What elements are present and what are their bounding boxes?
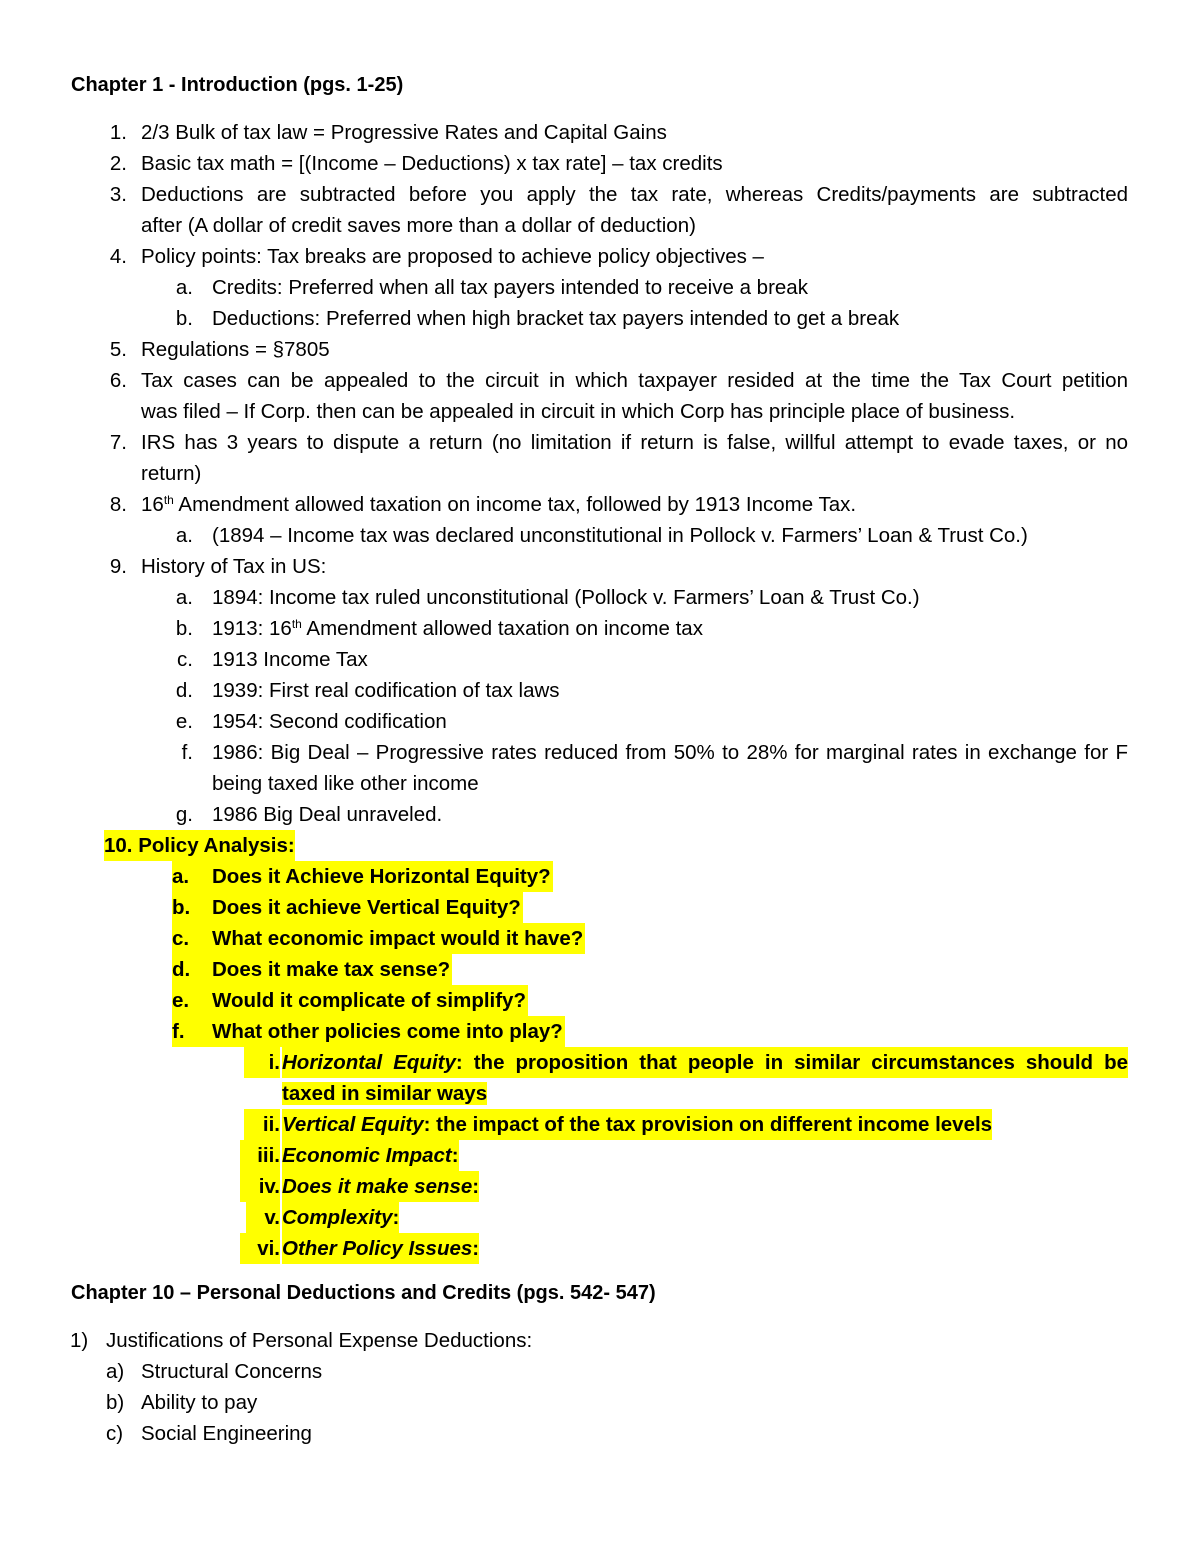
chapter-1-heading: Chapter 1 - Introduction (pgs. 1-25) — [71, 74, 404, 96]
list-item-continuation: return) — [141, 462, 202, 485]
list-item-continuation: was filed – If Corp. then can be appealed in circuit in which Corp has principle place of business. — [141, 400, 1016, 423]
chapter-10-heading: Chapter 10 – Personal Deductions and Credits (pgs. 542- 547) — [71, 1282, 656, 1304]
sub-list-item-continuation: being taxed like other income — [212, 772, 479, 795]
roman-list-item-continuation: taxed in similar ways — [282, 1082, 488, 1105]
document-page: Chapter 1 - Introduction (pgs. 1-25) 1. 2/3 Bulk of tax law = Progressive Rates and Capital Gains 2. Basic tax math = [(Income – Deductions) x tax rate] – tax credits 3. Deductions are subtracted before you apply the tax rate, whereas Credits/payments are subtracted after (A dollar of credit saves more than a dollar of deduction) 4. Policy points: Tax breaks are proposed to achieve policy objectives – a. Credits: Preferred when all tax payers intended to receive a break b. Deductions: Preferred when high bracket tax payers intended to get a break 5. Regulations = §7805 6. Tax cases can be appealed to the circuit in which taxpayer resided at the time the Tax Court petition was filed – If Corp. then can be appealed in circuit in which Corp has principle place of business. 7. IRS has 3 years to dispute a return (no limitation if return is false, willful attempt to evade taxes, or no return) 8. 16th Amendment allowed taxation on income tax, followed by 1913 Income Tax. a. (1894 – Income tax was declared unconstitutional in Pollock v. Farmers’ Loan & Trust Co.) 9. History of Tax in US: a. 1894: Income tax ruled unconstitutional (Pollock v. Farmers’ Loan & Trust Co.) b. 1913: 16th Amendment allowed taxation on income tax c. 1913 Income Tax d. 1939: First real codification of tax laws e. 1954: Second codification f. 1986: Big Deal – Progressive rates reduced from 50% to 28% for marginal rates in exchange for F being taxed like other income g. 1986 Big Deal unraveled. 10. Policy Analysis: a. Does it Achieve Horizontal Equity? b. Does it achieve Vertical Equity? c. What economic impact would it have? d. Does it make tax sense? e. Would it complicate of simplify? f. What other policies come into play? i. Horizontal Equity: the proposition that people in similar circumstances should be taxed in similar ways ii. Vertical Equity: the impact of the tax provision on different income levels iii. Economic Impact: iv. Does it make sense: v. Complexity: vi. Other Policy Issues: Chapter 10 – Personal Deductions and Credits (pgs. 542- 547) 1) Justifications of Personal Expense Deductions: a) Structural Concerns b) Ability to pay c) Social Engineering — [70, 74, 1128, 1445]
list-item-continuation: after (A dollar of credit saves more than a dollar of deduction) — [141, 214, 696, 237]
